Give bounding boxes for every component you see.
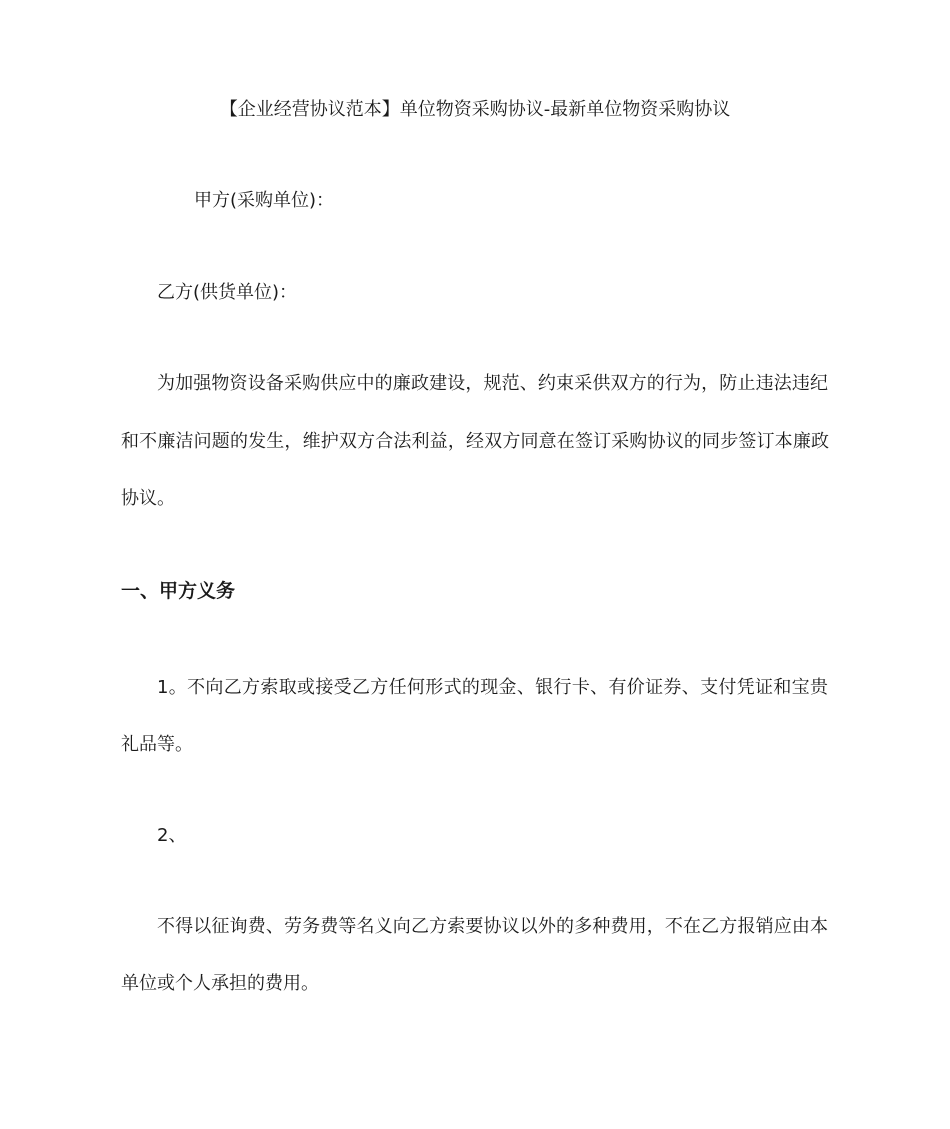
- item-2-number: 2、: [157, 825, 187, 846]
- preamble-line-2: 和不廉洁问题的发生，维护双方合法利益，经双方同意在签订采购协议的同步签订本廉政: [121, 431, 829, 452]
- preamble-line-3: 协议。: [121, 488, 175, 509]
- item-1-line-2: 礼品等。: [121, 734, 193, 755]
- party-a-label: 甲方(采购单位)：: [194, 190, 335, 211]
- item-2-line-2: 单位或个人承担的费用。: [121, 973, 319, 994]
- party-b-label: 乙方(供货单位)：: [157, 282, 298, 303]
- item-1-line-1: 1。不向乙方索取或接受乙方任何形式的现金、银行卡、有价证券、支付凭证和宝贵: [157, 677, 828, 698]
- document-title: 【企业经营协议范本】单位物资采购协议-最新单位物资采购协议: [219, 99, 731, 120]
- preamble-line-1: 为加强物资设备采购供应中的廉政建设，规范、约束采供双方的行为，防止违法违纪: [157, 373, 828, 394]
- item-2-line-1: 不得以征询费、劳务费等名义向乙方索要协议以外的多种费用，不在乙方报销应由本: [157, 916, 828, 937]
- section-heading-party-a-obligations: 一、甲方义务: [121, 580, 236, 602]
